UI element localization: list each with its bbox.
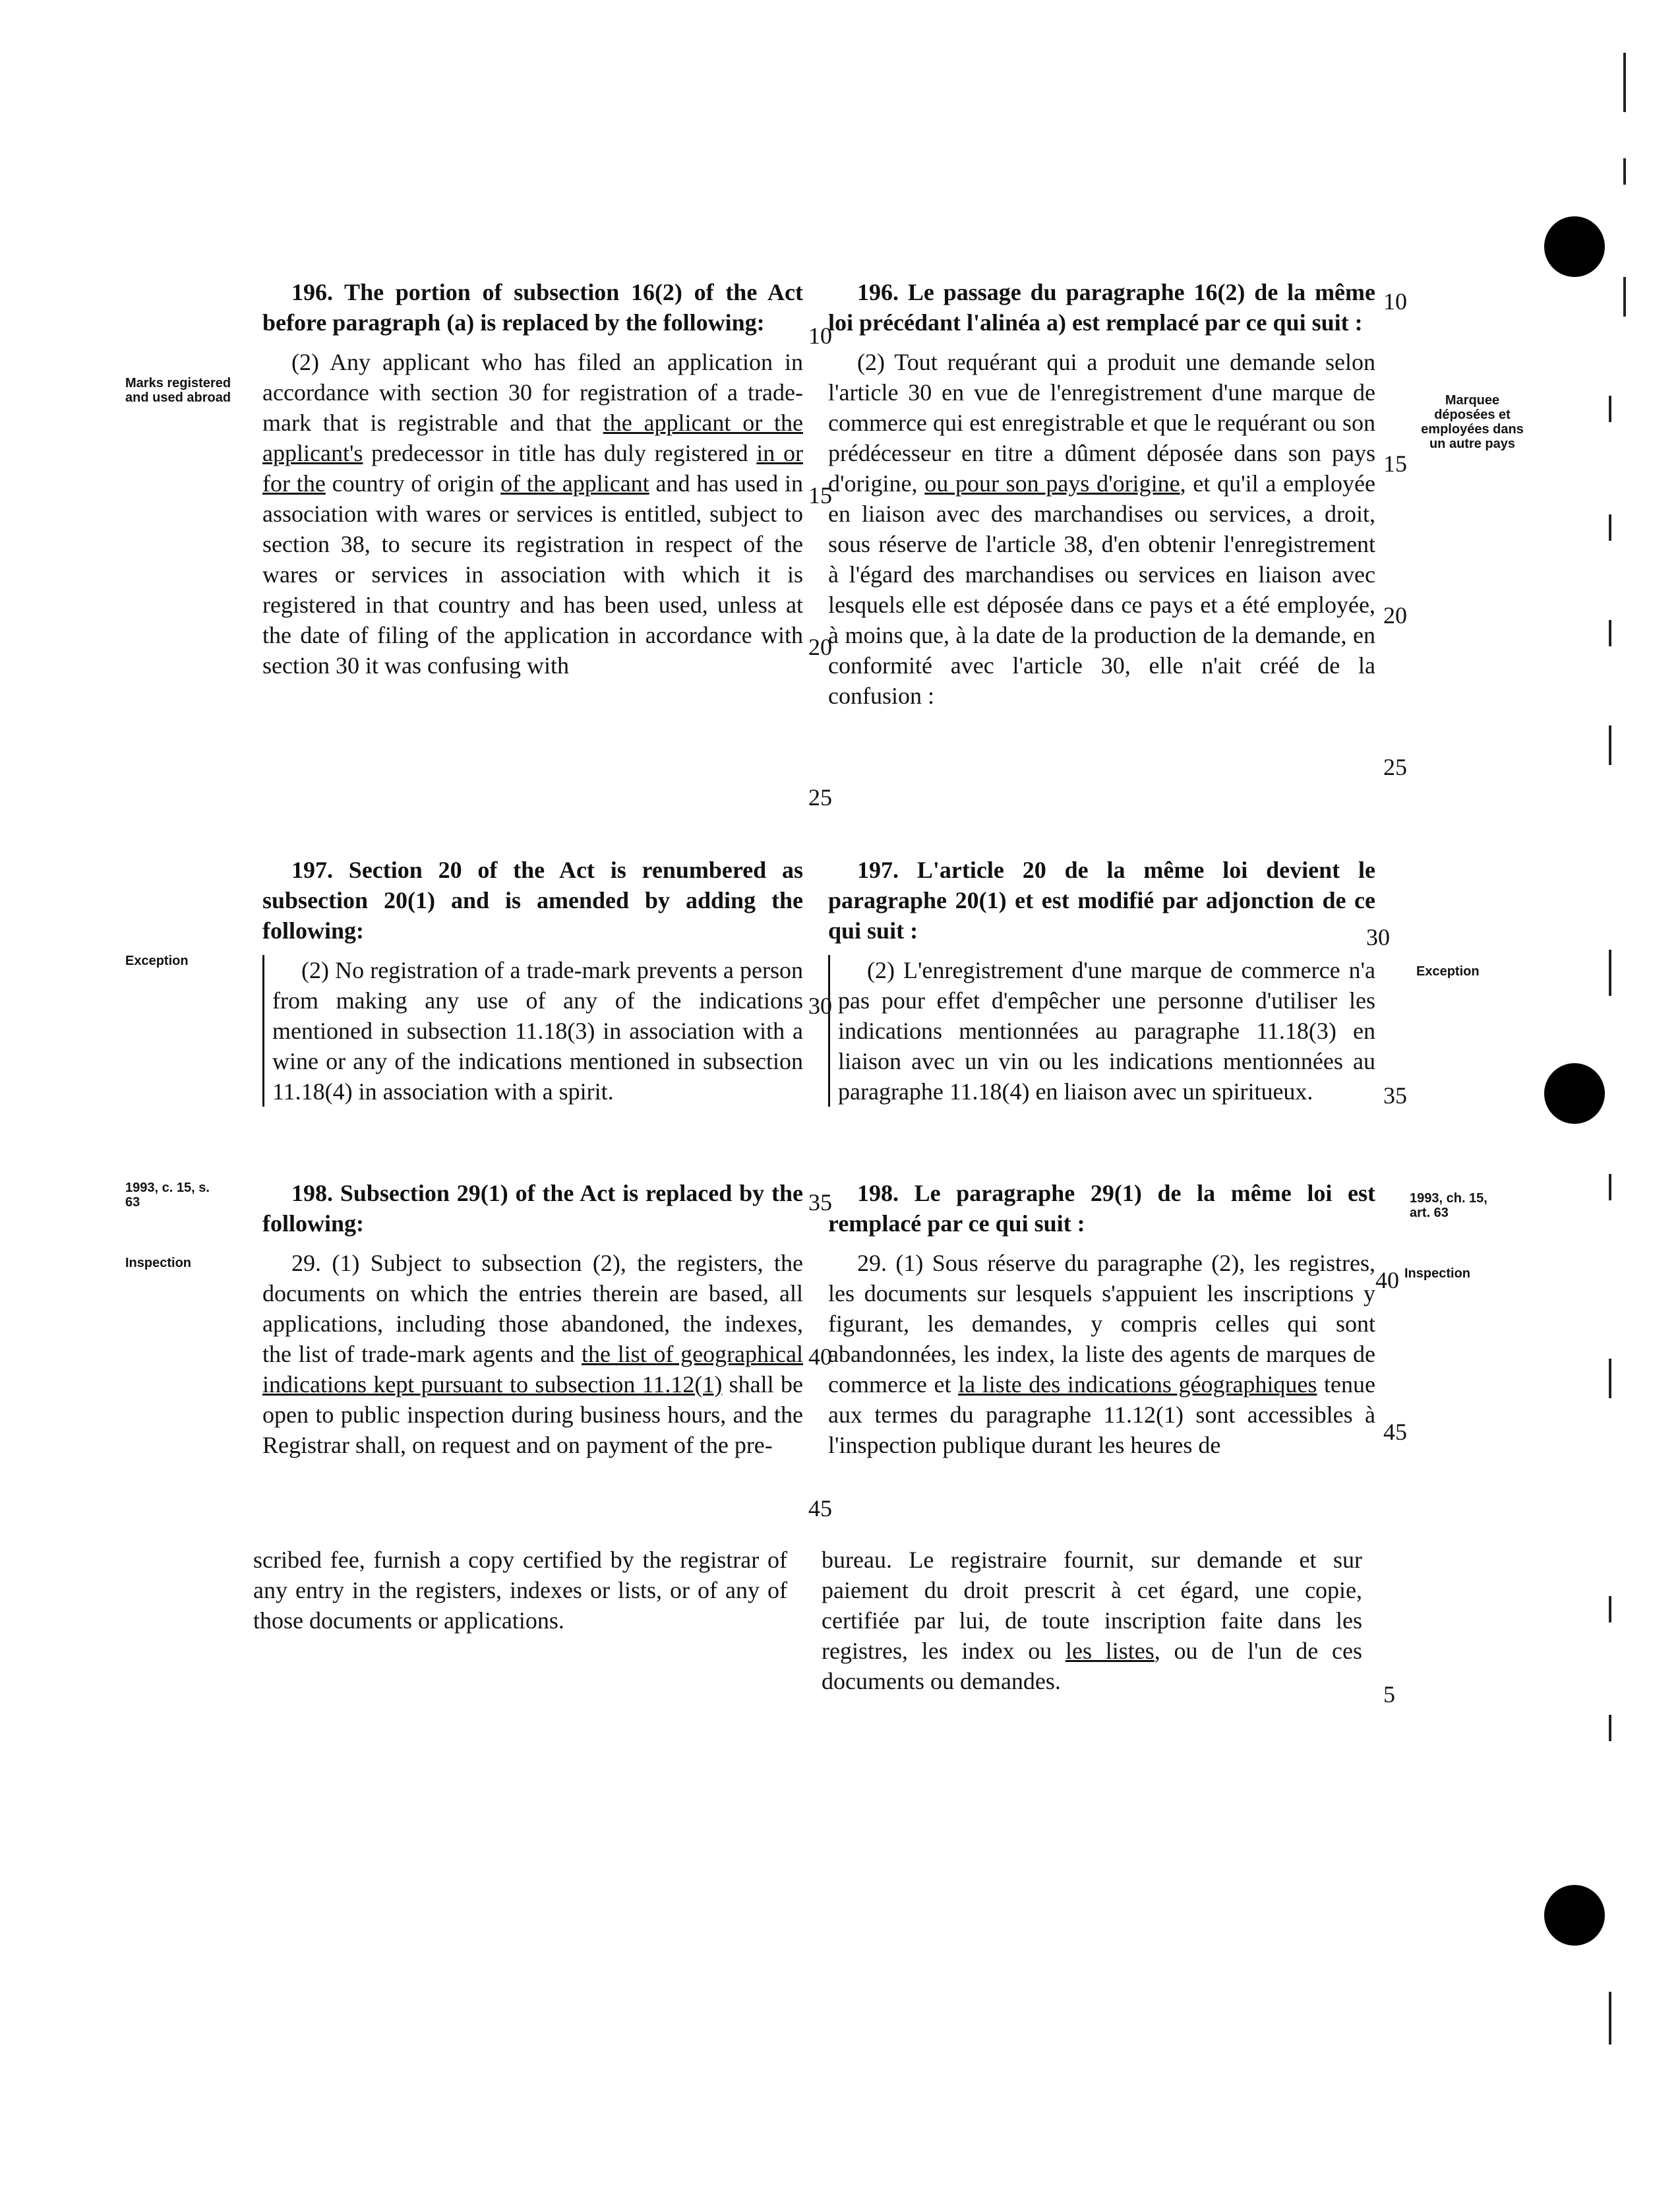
french-column-197	[828, 855, 1375, 1107]
english-column-198-cont	[253, 1545, 787, 1636]
section-198-heading-en: 198. Subsection 29(1) of the Act is replaced by the following:	[262, 1180, 803, 1237]
english-column-198	[262, 1178, 803, 1460]
french-column-198	[828, 1178, 1375, 1460]
english-column-197	[262, 855, 803, 1107]
line-number: 15	[808, 482, 832, 508]
line-number: 20	[808, 634, 832, 660]
scan-mark	[1609, 1359, 1611, 1398]
section-198-body-en: 29. (1) Subject to subsection (2), the registers, the documents on which the entries therein are based, all applications, including those abandoned, the indexes, the list of trade-mark agents and the list of geographical indications kept pursuant to subsection 11.12(1) shall be open to public inspection during business hours, and the Registrar shall, on request and on payment of the pre-	[262, 1250, 803, 1458]
section-198-heading-fr: 198. Le paragraphe 29(1) de la même loi est remplacé par ce qui suit :	[828, 1180, 1375, 1237]
scan-mark	[1623, 277, 1626, 317]
scan-mark	[1623, 53, 1626, 112]
scan-mark	[1623, 158, 1626, 185]
section-197-body-fr: (2) L'enregistrement d'une marque de commerce n'a pas pour effet d'empêcher une personne d'utiliser les indications mentionnées au paragraphe 11.18(3) en liaison avec un vin ou les indications mentionnées au paragraphe 11.18(4) en liaison avec un spiritueux.	[828, 955, 1375, 1107]
margin-note-exception-fr: Exception	[1416, 964, 1480, 979]
scan-mark	[1609, 1992, 1611, 2045]
binder-hole-bottom	[1544, 1885, 1605, 1946]
line-number: 30	[1366, 924, 1390, 950]
line-number: 40	[808, 1343, 832, 1370]
section-196-body-fr: (2) Tout requérant qui a produit une demande selon l'article 30 en vue de l'enregistrement d'une marque de commerce qui est enregistrable et que le requérant ou son prédécesseur en titre a dûment déposée dans son pays d'origine, ou pour son pays d'origine, et qu'il a employée en liaison avec des marchandises ou services, a droit, sous réserve de l'article 38, d'en obtenir l'enregistrement à l'égard des marchandises ou services en liaison avec lesquels elle est déposée dans ce pays et a été employée, à moins que, à la date de la production de la demande, en conformité avec l'article 30, elle n'ait créé de la confusion :	[828, 349, 1375, 709]
line-number: 45	[808, 1495, 832, 1522]
margin-note-marques-deposees: Marquee déposées et employées dans un autre pays	[1421, 393, 1524, 451]
scan-mark	[1609, 396, 1611, 422]
scan-mark	[1609, 1596, 1611, 1622]
line-number: 10	[808, 323, 832, 349]
section-196-heading-en: 196. The portion of subsection 16(2) of the Act before paragraph (a) is replaced by the following:	[262, 279, 803, 336]
scan-mark	[1609, 950, 1611, 996]
section-198-continuation-en: scribed fee, furnish a copy certified by the registrar of any entry in the registers, indexes or lists, or of any of those documents or applications.	[253, 1547, 787, 1634]
margin-note-citation-fr: 1993, ch. 15, art. 63	[1410, 1191, 1487, 1220]
margin-note-marks-registered: Marks registered and used abroad	[125, 376, 231, 405]
margin-note-citation: 1993, c. 15, s. 63	[125, 1181, 210, 1210]
line-number: 25	[1383, 754, 1407, 780]
scan-mark	[1609, 725, 1611, 765]
section-197-heading-en: 197. Section 20 of the Act is renumbered as subsection 20(1) and is amended by adding the following:	[262, 857, 803, 944]
line-number: 45	[1383, 1419, 1407, 1445]
section-196-heading-fr: 196. Le passage du paragraphe 16(2) de la même loi précédant l'alinéa a) est remplacé par ce qui suit :	[828, 279, 1375, 336]
scan-mark	[1609, 514, 1611, 541]
line-number: 25	[808, 784, 832, 811]
line-number: 20	[1383, 602, 1407, 629]
line-number: 5	[1383, 1681, 1395, 1708]
scan-mark	[1609, 1715, 1611, 1741]
french-column-198-cont	[822, 1545, 1362, 1696]
line-number: 35	[808, 1189, 832, 1216]
scan-mark	[1609, 620, 1611, 646]
binder-hole-middle	[1544, 1063, 1605, 1124]
margin-note-inspection: Inspection	[125, 1256, 192, 1270]
line-number: 30	[808, 993, 832, 1019]
binder-hole-top	[1544, 216, 1605, 277]
margin-note-inspection-fr: Inspection	[1404, 1266, 1471, 1281]
line-number: 15	[1383, 450, 1407, 477]
section-196-body-en: (2) Any applicant who has filed an application in accordance with section 30 for registration of a trade-mark that is registrable and that the applicant or the applicant's predecessor in title has duly registered in or for the country of origin of the applicant and has used in association with wares or services is entitled, subject to section 38, to secure its registration in respect of the wares or services in association with which it is registered in that country and has been used, unless at the date of filing of the application in accordance with section 30 it was confusing with	[262, 349, 803, 679]
english-column	[262, 277, 803, 681]
section-198-continuation-fr: bureau. Le registraire fournit, sur demande et sur paiement du droit prescrit à cet égard, une copie, certifiée par lui, de toute inscription faite dans les registres, les index ou les listes, ou de l'un de ces documents ou demandes.	[822, 1547, 1362, 1694]
section-197-body-en: (2) No registration of a trade-mark prevents a person from making any use of any of the indications mentioned in subsection 11.18(3) in association with a wine or any of the indications mentioned in subsection 11.18(4) in association with a spirit.	[262, 955, 803, 1107]
margin-note-exception: Exception	[125, 954, 189, 968]
line-number: 40	[1375, 1267, 1399, 1293]
section-198-body-fr: 29. (1) Sous réserve du paragraphe (2), les registres, les documents sur lesquels s'appuient les inscriptions y figurant, les demandes, y compris celles qui sont abandonnées, les index, la liste des agents de marques de commerce et la liste des indications géographiques tenue aux termes du paragraphe 11.12(1) sont accessibles à l'inspection publique durant les heures de	[828, 1250, 1375, 1458]
line-number: 10	[1383, 288, 1407, 315]
line-number: 35	[1383, 1082, 1407, 1109]
french-column	[828, 277, 1375, 711]
scan-mark	[1609, 1174, 1611, 1200]
section-197-heading-fr: 197. L'article 20 de la même loi devient le paragraphe 20(1) et est modifié par adjonction de ce qui suit :	[828, 857, 1375, 944]
